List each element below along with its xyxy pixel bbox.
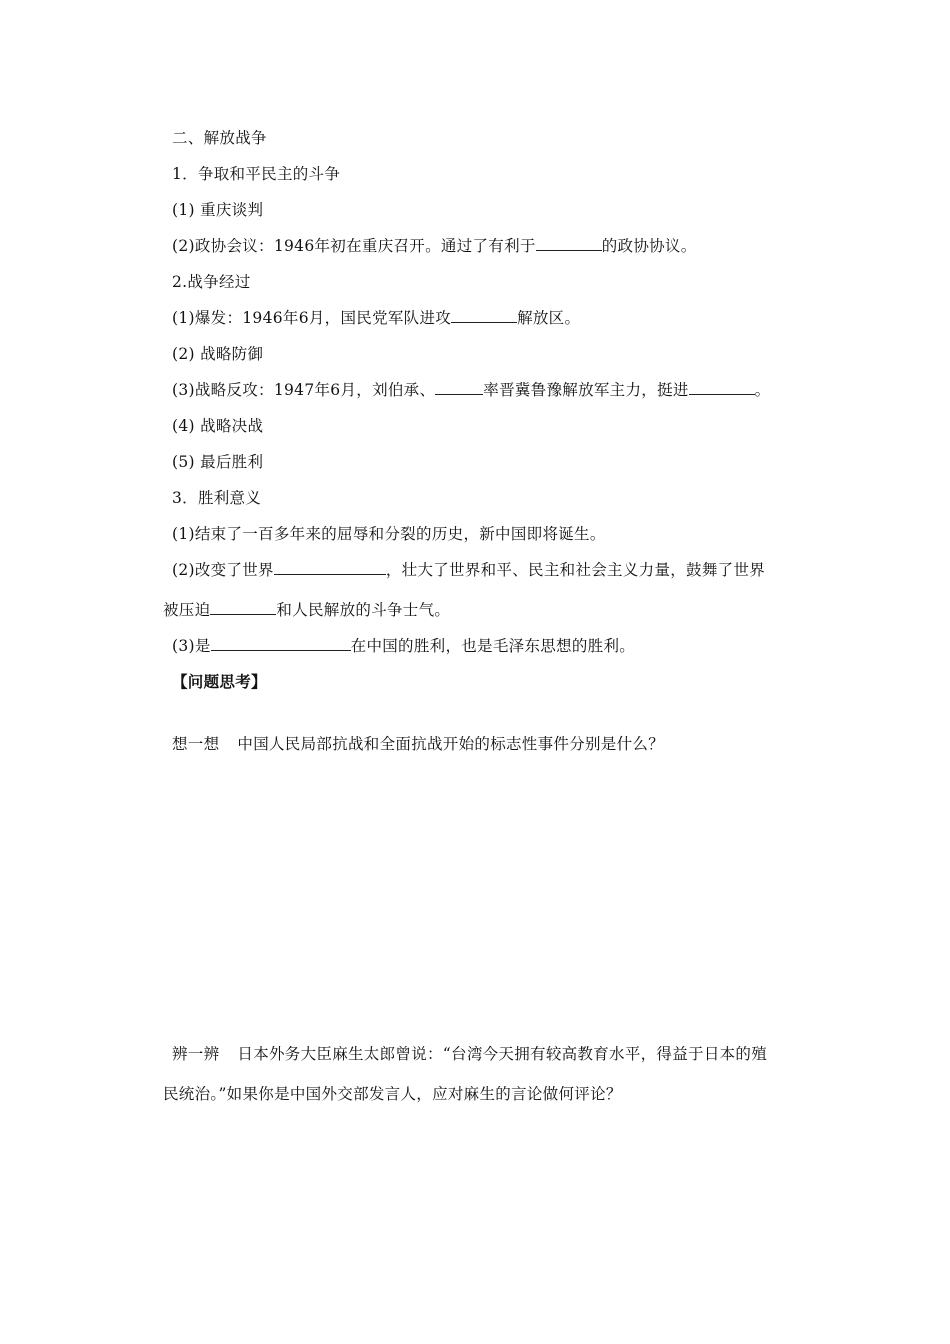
- part2-item4: (4) 战略决战: [172, 417, 264, 435]
- part1-item1: (1) 重庆谈判: [172, 201, 264, 219]
- part3-item2-text-a: (2)改变了世界: [172, 561, 274, 579]
- part1-item2-text-b: 的政协协议。: [601, 237, 697, 255]
- part2-heading: 2.战争经过: [172, 273, 251, 291]
- fill-blank[interactable]: [451, 308, 517, 323]
- debate-question-line1: [172, 1044, 767, 1064]
- debate-text-1: 日本外务大臣麻生太郎曾说：“台湾今天拥有较高教育水平，得益于日本的殖: [237, 1045, 768, 1063]
- part3-item2-text-c: 被压迫: [163, 601, 211, 619]
- fill-blank[interactable]: [536, 236, 602, 251]
- part1-heading: 1．争取和平民主的斗争: [172, 165, 341, 183]
- part2-item1-text-a: (1)爆发：1946年6月，国民党军队进攻: [172, 309, 452, 327]
- part3-item2-line2: [163, 600, 450, 620]
- part1-item2-text-a: (2)政协会议：1946年初在重庆召开。通过了有利于: [172, 237, 536, 255]
- section-title: 二、解放战争: [172, 129, 267, 147]
- part3-item2-text-b: ，壮大了世界和平、民主和社会主义力量，鼓舞了世界: [385, 561, 766, 579]
- part2-item5: (5) 最后胜利: [172, 453, 264, 471]
- part2-item3-text-c: 。: [754, 381, 771, 399]
- part3-item1: (1)结束了一百多年来的屈辱和分裂的历史，新中国即将诞生。: [172, 525, 606, 543]
- fill-blank[interactable]: [274, 560, 386, 575]
- part2-item1: [172, 308, 580, 328]
- part2-item3: [172, 380, 770, 400]
- part3-item3-text-b: 在中国的胜利，也是毛泽东思想的胜利。: [350, 637, 636, 655]
- part2-item1-text-b: 解放区。: [517, 309, 581, 327]
- part3-heading: 3．胜利意义: [172, 489, 262, 507]
- part2-item3-text-a: (3)战略反攻：1947年6月，刘伯承、: [172, 381, 436, 399]
- debate-question-line2: 民统治。”如果你是中国外交部发言人，应对麻生的言论做何评论？: [163, 1085, 622, 1103]
- fill-blank[interactable]: [435, 380, 483, 395]
- think-label: 想一想: [172, 735, 220, 753]
- think-question: [172, 734, 664, 754]
- fill-blank[interactable]: [689, 380, 755, 395]
- part2-item3-text-b: 率晋冀鲁豫解放军主力，挺进: [483, 381, 689, 399]
- part3-item2-line1: [172, 560, 765, 580]
- part3-item2-text-d: 和人民解放的斗争士气。: [276, 601, 451, 619]
- part3-item3: [172, 636, 635, 656]
- debate-label: 辨一辨: [172, 1045, 220, 1063]
- part3-item3-text-a: (3)是: [172, 637, 211, 655]
- think-text: 中国人民局部抗战和全面抗战开始的标志性事件分别是什么？: [237, 735, 665, 753]
- fill-blank[interactable]: [210, 600, 276, 615]
- fill-blank[interactable]: [211, 636, 351, 651]
- questions-heading: 【问题思考】: [172, 672, 267, 691]
- part1-item2: [172, 236, 697, 256]
- part2-item2: (2) 战略防御: [172, 345, 264, 363]
